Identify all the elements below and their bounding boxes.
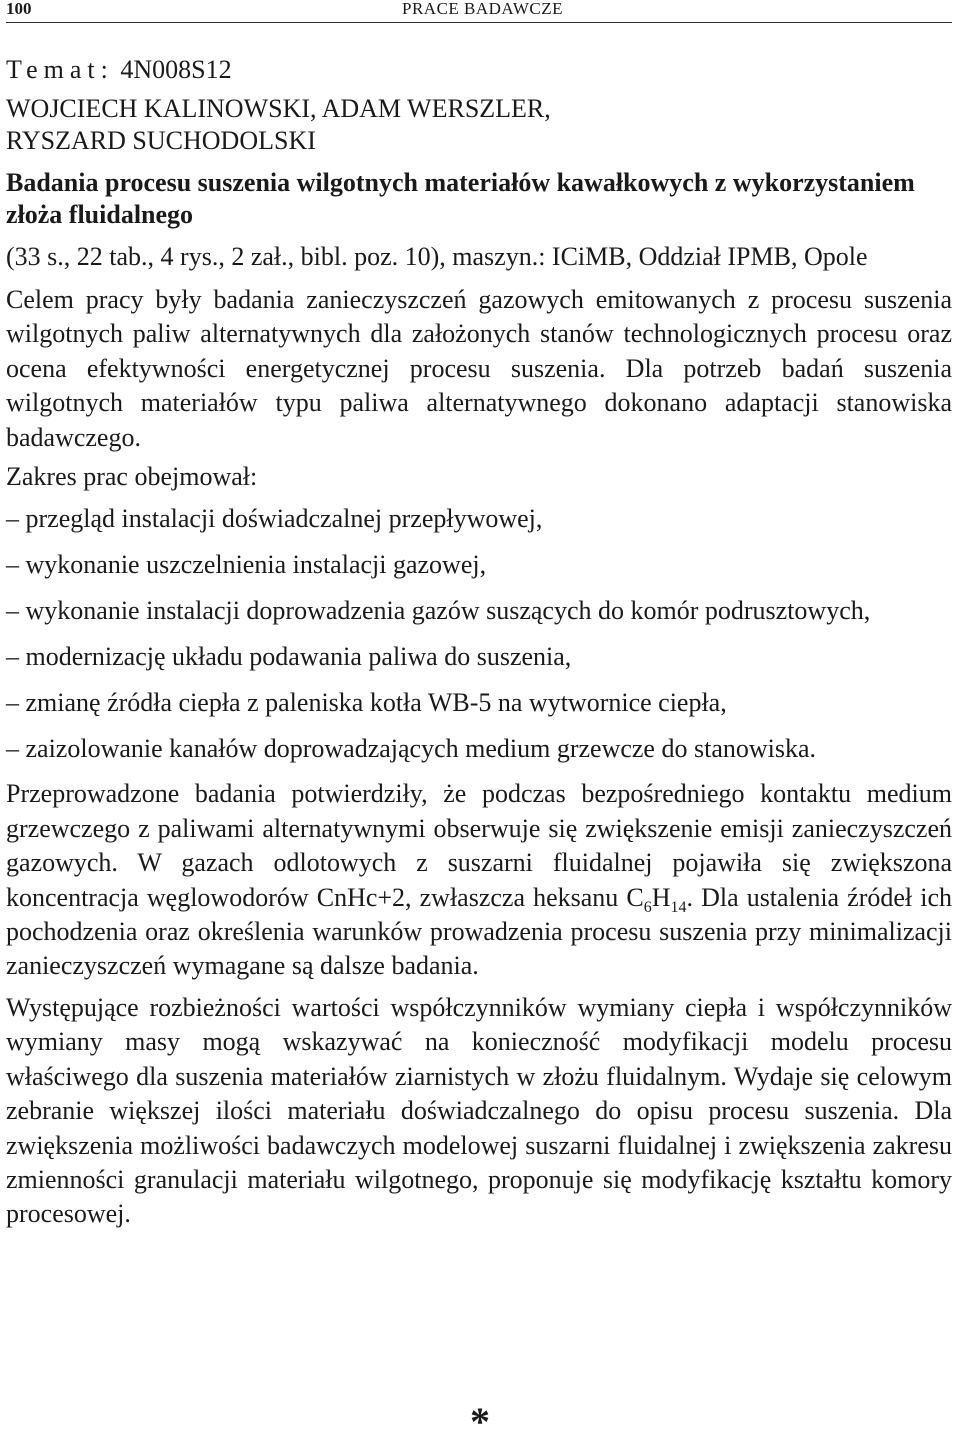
report-metadata: (33 s., 22 tab., 4 rys., 2 zał., bibl. poz. 10), maszyn.: ICiMB, Oddział IPMB, Opole [6,242,868,271]
results-text-continued: . Dla ustalenia źródeł ich pochodzenia oraz określenia warunków prowadzenia procesu suszenia przy minimalizacji zanieczyszczeń wymagane są dalsze badania. [6,882,952,981]
running-head [6,0,952,23]
scope-item: – wykonanie uszczelnienia instalacji gazowej, [6,550,487,580]
page-number: 100 [6,0,32,18]
section-separator: * [470,1399,490,1444]
results-text: Przeprowadzone badania potwierdziły, że podczas bezpośredniego kontaktu medium grzewczego z paliwami alternatywnymi obserwuje się zwiększenie emisji zanieczyszczeń gazowych. W gazach odlotowych z suszarni fluidalnej pojawiła się zwiększona koncentracja węglowodorów CnHc+2, zwłaszcza heksanu [6,779,952,912]
conclusions-paragraph: Występujące rozbieżności wartości współczynników wymiany ciepła i współczynników wymiany masy mogą wskazywać na konieczność modyfikacji modelu procesu właściwego dla suszenia materiałów ziarnistych w złożu fluidalnym. Wydaje się celowym zebranie większej ilości materiału doświadczalnego do opisu procesu suszenia. Dla zwiększenia możliwości badawczych modelowej suszarni fluidalnej i zwiększenia zakresu zmienności granulacji materiału wilgotnego, proponuje się modyfikację kształtu komory procesowej. [6,992,952,1229]
formula-h-subscript: 14 [670,898,687,916]
scope-heading: Zakres prac obejmował: [6,462,258,492]
results-paragraph [6,777,952,983]
scope-item: – zmianę źródła ciepła z paleniska kotła WB-5 na wytwornice ciepła, [6,688,727,718]
authors-line: WOJCIECH KALINOWSKI, ADAM WERSZLER, [6,94,551,123]
topic-label: Temat: [6,55,114,84]
authors-line: RYSZARD SUCHODOLSKI [6,126,316,155]
report-title: Badania procesu suszenia wilgotnych materiałów kawałkowych z wykorzystaniem złoża fluidalnego [6,168,915,229]
scope-item: – zaizolowanie kanałów doprowadzających medium grzewcze do stanowiska. [6,734,817,764]
formula-h: H [651,882,671,912]
section-title: PRACE BADAWCZE [402,0,564,18]
scope-list [6,501,952,767]
authors [6,93,766,157]
topic-code: 4N008S12 [120,55,232,84]
scope-item: – modernizację układu podawania paliwa do suszenia, [6,642,572,672]
scope-item: – przegląd instalacji doświadczalnej przepływowej, [6,504,543,534]
scope-item: – wykonanie instalacji doprowadzenia gazów suszących do komór podrusztowych, [6,596,871,626]
abstract-paragraph: Celem pracy były badania zanieczyszczeń gazowych emitowanych z procesu suszenia wilgotnych paliw alternatywnych dla założonych stanów technologicznych procesu oraz ocena efektywności energetycznej procesu suszenia. Dla potrzeb badań suszenia wilgotnych materiałów typu paliwa alternatywnego dokonano adaptacji stanowiska badawczego. [6,285,952,452]
topic-line [6,54,952,86]
formula-c: C [626,882,644,912]
formula-c-subscript: 6 [643,898,652,916]
